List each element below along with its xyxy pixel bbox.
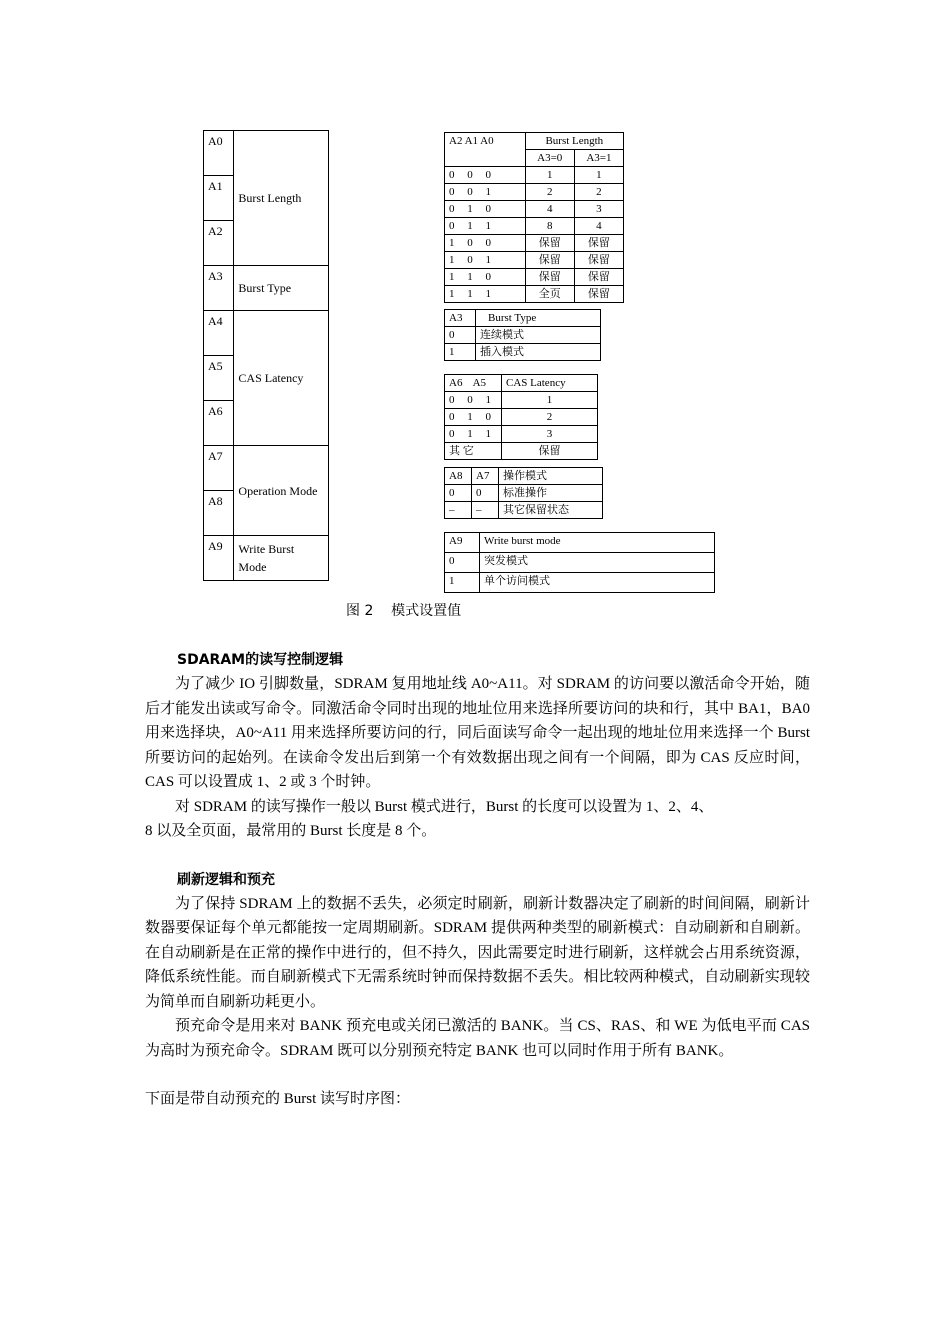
table-cell: 0 0 1 [445,184,526,201]
cas-latency-table [444,374,598,460]
paragraph: 下面是带自动预充的 Burst 读写时序图： [145,1091,411,1107]
table-cell: 保留 [525,269,574,286]
table-cell: 其它保留状态 [499,502,603,519]
table-cell: – [472,502,499,519]
write-burst-mode-table [444,532,715,593]
table-cell: 1 1 1 [445,286,526,303]
table-cell: 其 它 [445,443,502,460]
table-cell: 连续模式 [476,327,601,344]
table-cell: 保留 [525,252,574,269]
pin-cell: A2 [204,221,234,266]
table-cell: 1 [445,344,476,361]
field-cas-latency: CAS Latency [234,311,329,446]
field-burst-length: Burst Length [234,131,329,266]
pin-cell: A1 [204,176,234,221]
field-burst-type: Burst Type [234,266,329,311]
table-cell: 3 [502,426,598,443]
table-cell: 保留 [574,252,623,269]
table-header: A7 [472,468,499,485]
pin-cell: A3 [204,266,234,311]
burst-type-table [444,309,601,361]
table-cell: – [445,502,472,519]
pin-cell: A6 [204,401,234,446]
table-header: A8 [445,468,472,485]
table-cell: 保留 [525,235,574,252]
table-cell: 4 [574,218,623,235]
field-operation-mode: Operation Mode [234,446,329,536]
table-cell: 8 [525,218,574,235]
table-cell: 保留 [574,269,623,286]
table-cell: 0 0 1 [445,392,502,409]
paragraph: 为了保持 SDRAM 上的数据不丢失，必须定时刷新，刷新计数器决定了刷新的时间间隔，刷新计数器要保证每个单元都能按一定周期刷新。SDRAM 提供两种类型的刷新模式：自动刷新和自刷新。在自动刷新是在正常的操作中进行的，但不持久，因此需要定时进行刷新，这样就会占用系统资源，降低系统性能。而自刷新模式下无需系统时钟而保持数据不丢失。相比较两种模式，自动刷新实现较为简单而自刷新功耗更小。 [145,895,810,1010]
table-cell: 0 1 0 [445,201,526,218]
mode-register-field-table [203,130,329,581]
table-cell: 0 1 0 [445,409,502,426]
table-cell: 0 [445,327,476,344]
table-cell: 突发模式 [480,553,715,573]
table-header: A3=1 [574,150,623,167]
table-header: Write burst mode [480,533,715,553]
document-body [145,648,810,1112]
table-header: A3=0 [525,150,574,167]
table-header: A2 A1 A0 [445,133,526,167]
table-header: 操作模式 [499,468,603,485]
table-header: Burst Length [525,133,623,150]
table-cell: 2 [574,184,623,201]
table-cell: 0 1 1 [445,218,526,235]
table-header: A3 [445,310,476,327]
table-cell: 0 0 0 [445,167,526,184]
table-cell: 1 [502,392,598,409]
table-cell: 2 [525,184,574,201]
table-header: Burst Type [476,310,601,327]
table-cell: 0 1 1 [445,426,502,443]
section-heading: 刷新逻辑和预充 [177,871,275,888]
table-cell: 插入模式 [476,344,601,361]
table-cell: 1 [445,573,480,593]
operation-mode-table [444,467,603,519]
paragraph: 对 SDRAM 的读写操作一般以 Burst 模式进行，Burst 的长度可以设置为 1、2、4、 [175,798,714,815]
table-cell: 0 [445,553,480,573]
table-cell: 全页 [525,286,574,303]
table-header: CAS Latency [502,375,598,392]
table-cell: 1 0 0 [445,235,526,252]
pin-cell: A9 [204,536,234,581]
table-cell: 保留 [502,443,598,460]
pin-cell: A7 [204,446,234,491]
table-cell: 3 [574,201,623,218]
table-cell: 0 [445,485,472,502]
pin-cell: A8 [204,491,234,536]
paragraph: 为了减少 IO 引脚数量，SDRAM 复用地址线 A0~A11。对 SDRAM 的访问要以激活命令开始，随后才能发出读或写命令。同激活命令同时出现的地址位用来选择所要访问的块和行，其中 BA1，BA0 用来选择块，A0~A11 用来选择所要访问的行，同后面读写命令一起出现的地址位用来选择一个 Burst 所要访问的起始列。在读命令发出后到第一个有效数据出现之间有一个间隔，即为 CAS 反应时间，CAS 可以设置成 1、2 或 3 个时钟。 [145,676,810,790]
pin-cell: A5 [204,356,234,401]
table-cell: 2 [502,409,598,426]
pin-cell: A0 [204,131,234,176]
table-header: A6 A5 [445,375,502,392]
table-cell: 单个访问模式 [480,573,715,593]
burst-length-table [444,132,624,303]
table-cell: 4 [525,201,574,218]
table-cell: 1 [574,167,623,184]
field-write-burst-mode: Write Burst Mode [234,536,329,581]
paragraph: 预充命令是用来对 BANK 预充电或关闭已激活的 BANK。当 CS、RAS、和 WE 为低电平而 CAS 为高时为预充命令。SDRAM 既可以分别预充特定 BANK 也可以同时作用于所有 BANK。 [145,1018,810,1059]
table-cell: 保留 [574,235,623,252]
table-cell: 1 1 0 [445,269,526,286]
table-cell: 标准操作 [499,485,603,502]
figure-caption: 图 2 模式设置值 [346,603,462,619]
table-cell: 保留 [574,286,623,303]
paragraph-continuation: 8 以及全页面，最常用的 Burst 长度是 8 个。 [145,823,437,839]
table-cell: 1 0 1 [445,252,526,269]
section-heading: SDARAM的读写控制逻辑 [177,652,344,668]
table-header: A9 [445,533,480,553]
table-cell: 1 [525,167,574,184]
table-cell: 0 [472,485,499,502]
pin-cell: A4 [204,311,234,356]
